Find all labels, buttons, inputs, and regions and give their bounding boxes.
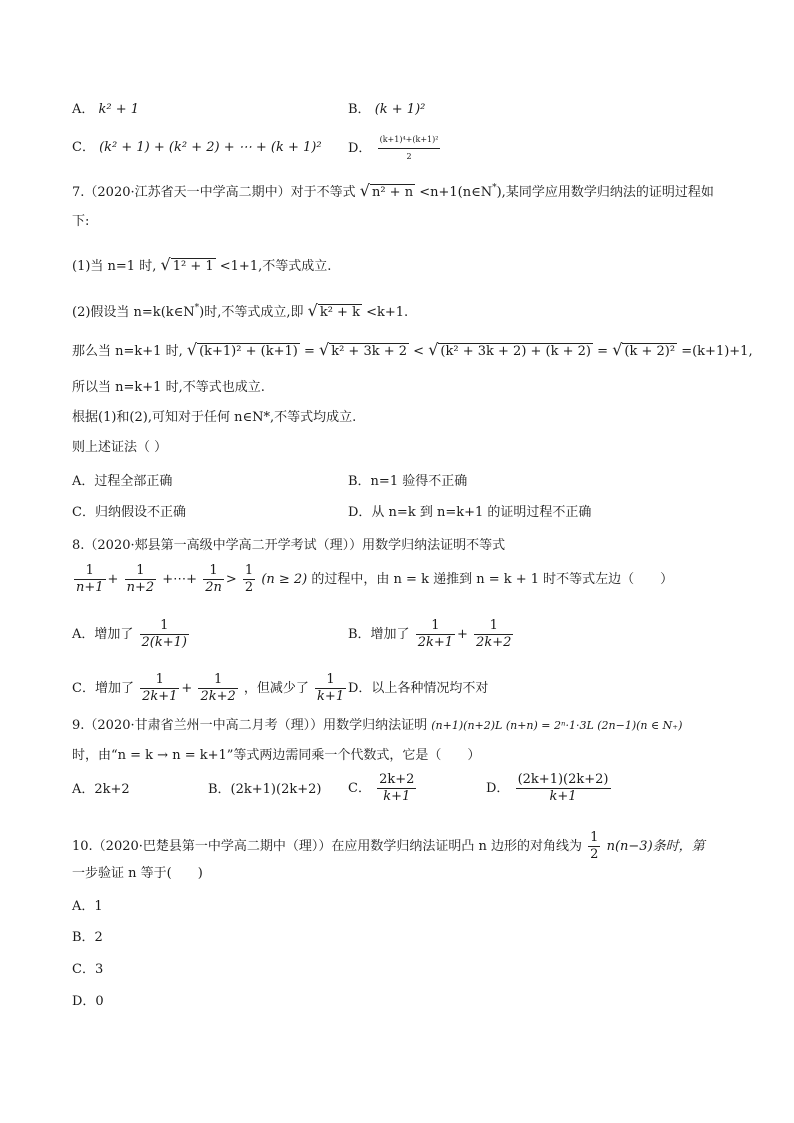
q6-option-c: C． (k² + 1) + (k² + 2) + ⋯ + (k + 1)² — [72, 140, 322, 155]
q9-option-a: A．2k+2 — [72, 782, 130, 797]
q6-option-d: D． $\frac{\text{(k+1)⁴+(k+1)²}}{2}$ — [348, 132, 442, 165]
q7-step3: 那么当 n=k+1 时, √ (k+1)² + (k+1) = √ k² + 3k + 2 < √ (k² + 3k + 2) + (k + 2) = √ (k + 2)² =(k+1)+1, — [72, 340, 753, 359]
q8-option-d: D．以上各种情况均不对 — [348, 681, 489, 696]
q6-option-c-math: (k² + 1) + (k² + 2) + ⋯ + (k + 1)² — [99, 140, 322, 155]
q6-option-a: A． k² + 1 — [72, 102, 140, 117]
q9-stem: 9.（2020·甘肃省兰州一中高二月考（理））用数学归纳法证明 (n+1)(n+2)L (n+n) = 2ⁿ·1·3L (2n−1)(n ∈ N₊) — [72, 718, 683, 733]
q10-option-b: B．2 — [72, 930, 103, 945]
q9-option-c: C． $\frac{2k+2}{k+1}$ — [348, 772, 415, 804]
q9-options — [72, 780, 130, 800]
q8-option-c: C．增加了 $\frac{1}{2k+1}$ + $\frac{1}{2k+2}$ ，但减少了 $\frac{1}{k+1}$ — [72, 672, 345, 704]
q7-step5: 根据(1)和(2),可知对于任何 n∈N*,不等式均成立. — [72, 410, 357, 425]
q7-step2: (2)假设当 n=k(k∈N*)时,不等式成立,即 √ k² + k <k+1. — [72, 301, 409, 320]
q7-step4: 所以当 n=k+1 时,不等式也成立. — [72, 380, 265, 395]
q10-stem-line2: 一步验证 n 等于( ) — [72, 866, 203, 881]
q9-option-d: D． $\frac{(2k+1)(2k+2)}{k+1}$ — [486, 772, 609, 804]
q6-option-d-fraction: $\frac{\text{(k+1)⁴+(k+1)²}}{2}$ — [378, 132, 441, 165]
q8-option-b: B．增加了 $\frac{1}{2k+1}$ + $\frac{1}{2k+2}$ — [348, 618, 512, 650]
q7-option-c: C．归纳假设不正确 — [72, 505, 186, 520]
q10-option-c: C．3 — [72, 962, 104, 977]
q6-option-b-math: (k + 1)² — [374, 102, 426, 117]
q7-stem-line2: 下: — [72, 214, 90, 229]
q8-option-a: A．增加了 $\frac{1}{2(k+1)}$ — [72, 618, 187, 650]
q8-inequality: $\frac{1}{n+1}$ + $\frac{1}{n+2}$ +⋯+ $\frac{1}{2n}$ > $\frac{1}{2}$ (n ≥ 2) 的过程中，由 n = k 递推到 n = k + 1 时不等式左边（ ） — [76, 563, 674, 595]
q7-option-a: A．过程全部正确 — [72, 474, 173, 489]
q7-stem-radical: n² + n — [371, 185, 414, 200]
q10-option-a: A．1 — [72, 899, 103, 914]
q7-stem: 7.（2020·江苏省天一中学高二期中）对于不等式 √ n² + n <n+1(n∈N*),某同学应用数学归纳法的证明过程如 — [72, 181, 714, 200]
q10-option-d: D．0 — [72, 994, 104, 1009]
q9-stem-line2: 时，由“n = k → n = k+1”等式两边需同乘一个代数式，它是（ ） — [72, 748, 481, 763]
q7-question: 则上述证法（ ） — [72, 440, 168, 455]
q9-option-b: B．(2k+1)(2k+2) — [208, 782, 322, 797]
q7-step1: (1)当 n=1 时, √ 1² + 1 <1+1,不等式成立. — [72, 255, 332, 274]
q7-option-d: D．从 n=k 到 n=k+1 的证明过程不正确 — [348, 505, 592, 520]
q7-option-b: B．n=1 验得不正确 — [348, 474, 468, 489]
q6-option-a-math: k² + 1 — [98, 102, 140, 117]
q8-stem: 8.（2020·郏县第一高级中学高二开学考试（理））用数学归纳法证明不等式 — [72, 538, 506, 553]
q10-stem: 10.（2020·巴楚县第一中学高二期中（理））在应用数学归纳法证明凸 n 边形的对角线为 $\frac{1}{2}$ n(n−3)条时，第 — [72, 830, 705, 862]
q6-option-b: B． (k + 1)² — [348, 102, 426, 117]
